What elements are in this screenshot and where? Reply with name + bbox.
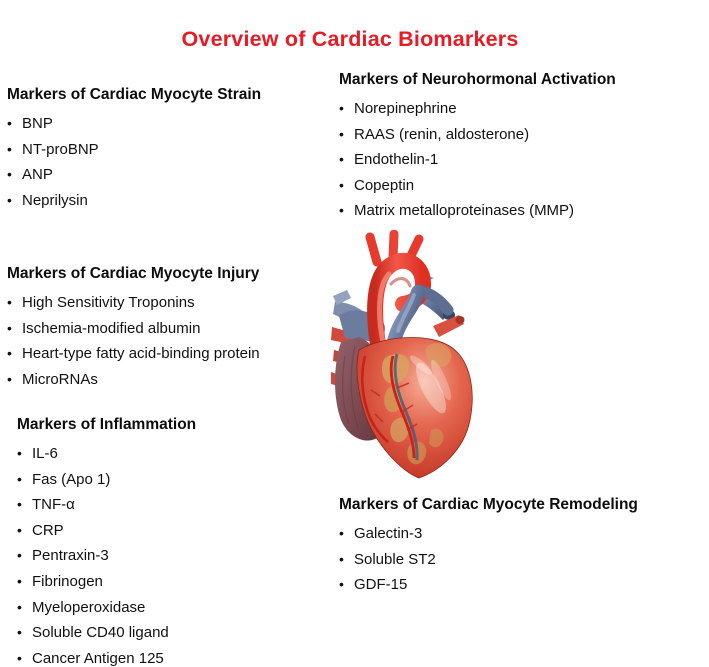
marker-list-inflammation [17,441,196,667]
anatomical-heart-illustration [331,230,479,482]
list-item [339,96,616,122]
list-item-label: RAAS (renin, aldosterone) [354,125,530,143]
section-inflammation [17,414,196,667]
bullet-marker: • [7,191,12,208]
list-item-label: Myeloperoxidase [32,598,146,616]
bullet-marker: • [339,151,344,168]
marker-list-strain [7,111,261,213]
heart-icon [331,230,479,482]
list-item-label: MicroRNAs [22,370,98,388]
section-myocyte-remodeling [339,494,638,598]
bullet-marker: • [7,370,12,387]
bullet-marker: • [17,470,22,487]
list-item-label: IL-6 [32,445,58,462]
bullet-marker: • [17,496,22,513]
list-item [7,137,261,163]
bullet-marker: • [339,550,344,567]
list-item-label: Cancer Antigen 125 [32,649,164,667]
section-neurohormonal [339,69,616,224]
bullet-marker: • [17,649,22,666]
bullet-marker: • [17,624,22,641]
bullet-marker: • [339,525,344,541]
marker-list-remodeling [339,521,638,598]
list-item [17,543,196,569]
bullet-marker: • [7,345,12,362]
list-item [7,111,261,137]
list-item-label: CRP [32,521,64,539]
list-item [7,341,260,367]
marker-list-injury [7,290,260,392]
section-heading-neurohormonal: Markers of Neurohormonal Activation [339,71,616,88]
section-heading-injury: Markers of Cardiac Myocyte Injury [7,265,260,282]
list-item [7,162,261,188]
section-heading-inflammation: Markers of Inflammation [17,416,197,433]
list-item [339,572,638,598]
list-item [17,620,196,646]
bullet-marker: • [339,202,344,219]
list-item-label: Soluble CD40 ligand [32,624,169,642]
list-item [17,595,196,621]
section-myocyte-injury [7,263,260,392]
list-item-label: TNF-α [32,496,75,514]
list-item [7,290,260,316]
list-item [339,147,616,173]
bullet-marker: • [17,521,22,538]
bullet-marker: • [7,166,12,183]
list-item [17,569,196,595]
list-item-label: Ischemia-modified albumin [22,319,201,337]
marker-list-neurohormonal [339,96,616,224]
list-item-label: Pentraxin-3 [32,547,109,565]
bullet-marker: • [17,598,22,615]
list-item-label: Fas (Apo 1) [32,470,111,488]
bullet-marker: • [339,176,344,193]
list-item-label: NT-proBNP [22,140,99,158]
list-item-label: Endothelin-1 [354,151,439,169]
list-item [7,367,260,393]
list-item [339,122,616,148]
list-item-label: Galectin-3 [354,525,423,542]
list-item-label: Norepinephrine [354,100,457,117]
page-title: Overview of Cardiac Biomarkers [181,27,519,51]
bullet-marker: • [7,319,12,336]
list-item-label: Copeptin [354,176,415,194]
list-item-label: Neprilysin [22,191,88,209]
list-item [339,173,616,199]
bullet-marker: • [339,125,344,142]
list-item [7,316,260,342]
section-heading-remodeling: Markers of Cardiac Myocyte Remodeling [339,496,638,513]
bullet-marker: • [17,547,22,564]
section-myocyte-strain [7,84,261,213]
list-item-label: Matrix metalloproteinases (MMP) [354,202,575,220]
list-item-label: Soluble ST2 [354,550,436,568]
list-item-label: GDF-15 [354,576,408,594]
list-item [17,441,196,467]
list-item [17,518,196,544]
section-heading-strain: Markers of Cardiac Myocyte Strain [7,86,262,103]
bullet-marker: • [7,115,12,131]
bullet-marker: • [17,572,22,589]
list-item [17,646,196,667]
list-item [339,521,638,547]
list-item-label: BNP [22,115,53,132]
bullet-marker: • [7,140,12,157]
list-item-label: ANP [22,166,53,184]
list-item-label: Fibrinogen [32,572,103,590]
bullet-marker: • [339,100,344,116]
bullet-marker: • [339,576,344,593]
list-item-label: High Sensitivity Troponins [22,294,195,311]
list-item [339,547,638,573]
list-item [339,198,616,224]
list-item-label: Heart-type fatty acid-binding protein [22,345,260,363]
list-item [7,188,261,214]
list-item [17,492,196,518]
bullet-marker: • [17,445,22,461]
bullet-marker: • [7,294,12,310]
list-item [17,467,196,493]
